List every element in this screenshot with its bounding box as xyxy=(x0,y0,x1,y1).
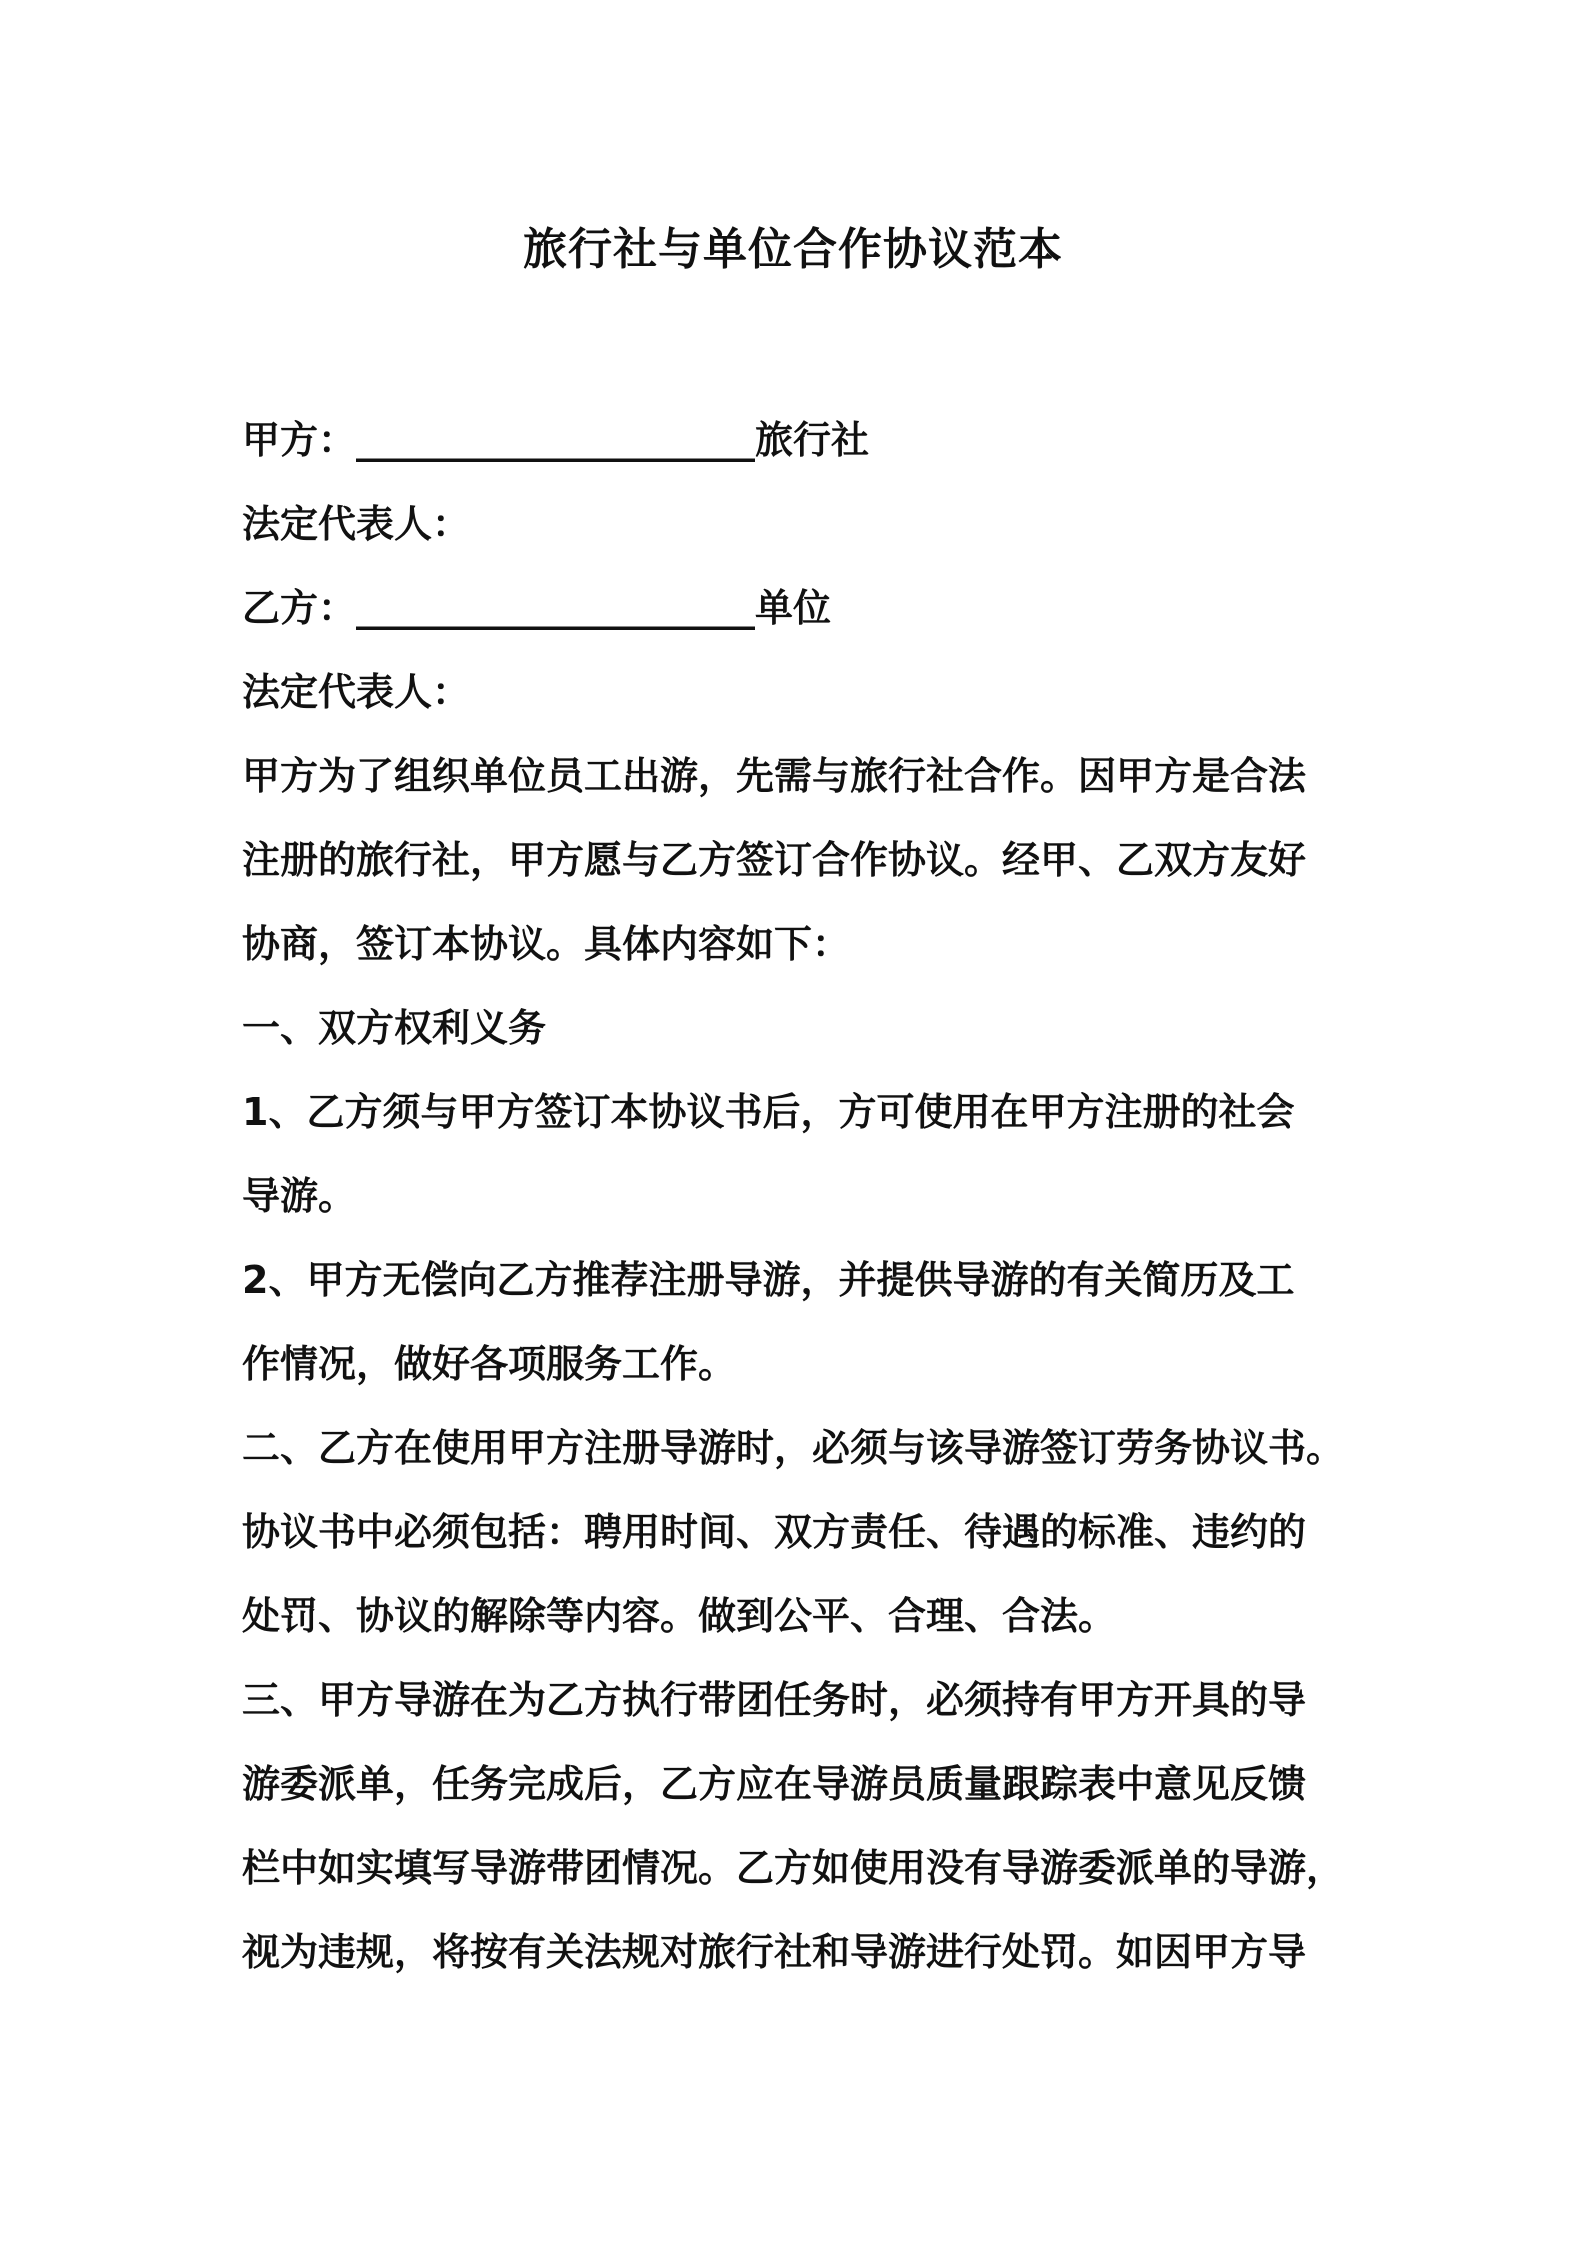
document-body xyxy=(242,398,1362,1994)
party-b-line: 乙方：_____________________单位 xyxy=(242,586,832,630)
section-heading-rights-obligations: 一、双方权利义务 xyxy=(242,1006,547,1050)
section-two-line: 二、乙方在使用甲方注册导游时，必须与该导游签订劳务协议书。 xyxy=(242,1426,1345,1470)
intro-paragraph-line: 甲方为了组织单位员工出游，先需与旅行社合作。因甲方是合法 xyxy=(242,754,1307,798)
section-three-line: 栏中如实填写导游带团情况。乙方如使用没有导游委派单的导游， xyxy=(242,1846,1345,1890)
intro-paragraph-line: 协商，签订本协议。具体内容如下： xyxy=(242,922,851,966)
section-three-line: 游委派单，任务完成后，乙方应在导游员质量跟踪表中意见反馈 xyxy=(242,1762,1307,1806)
party-b-representative-line: 法定代表人： xyxy=(242,670,471,714)
intro-paragraph-line: 注册的旅行社，甲方愿与乙方签订合作协议。经甲、乙双方友好 xyxy=(242,838,1307,882)
section-three-line: 三、甲方导游在为乙方执行带团任务时，必须持有甲方开具的导 xyxy=(242,1678,1307,1722)
section-two-line: 协议书中必须包括：聘用时间、双方责任、待遇的标准、违约的 xyxy=(242,1510,1307,1554)
section-three-line: 视为违规，将按有关法规对旅行社和导游进行处罚。如因甲方导 xyxy=(242,1930,1307,1974)
party-a-line: 甲方：_____________________旅行社 xyxy=(242,418,870,462)
section-two-line: 处罚、协议的解除等内容。做到公平、合理、合法。 xyxy=(242,1594,1117,1638)
party-a-representative-line: 法定代表人： xyxy=(242,502,471,546)
clause-1-line: 1、乙方须与甲方签订本协议书后，方可使用在甲方注册的社会 xyxy=(242,1090,1295,1134)
clause-1-line: 导游。 xyxy=(242,1174,357,1218)
document-title: 旅行社与单位合作协议范本 xyxy=(523,224,1063,275)
clause-2-line: 作情况，做好各项服务工作。 xyxy=(242,1342,737,1386)
clause-2-line: 2、甲方无偿向乙方推荐注册导游，并提供导游的有关简历及工 xyxy=(242,1258,1295,1302)
